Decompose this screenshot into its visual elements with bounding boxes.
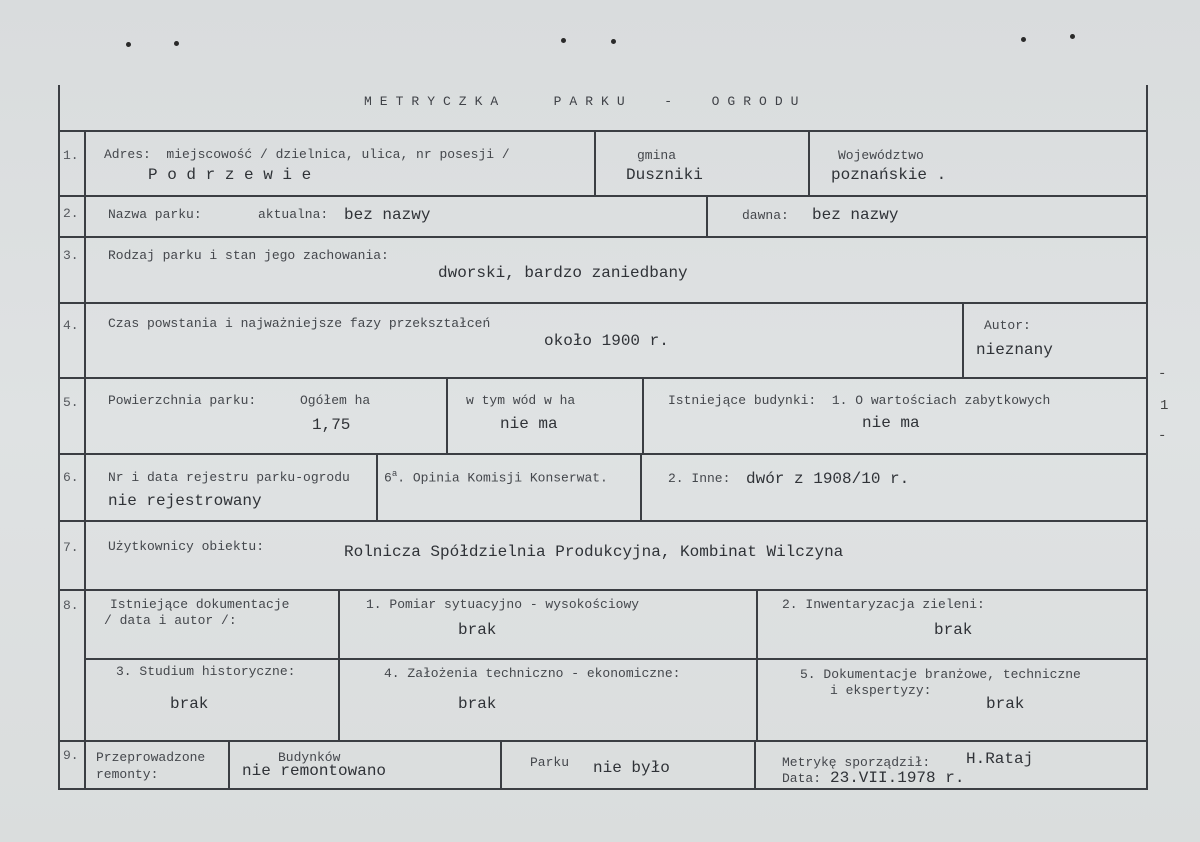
row-rule — [58, 302, 1148, 304]
form-bottom-border — [58, 788, 1148, 790]
row-rule — [84, 658, 1146, 660]
survey-label: 1. Pomiar sytuacyjno - wysokościowy — [366, 597, 640, 612]
cell-divider — [640, 453, 642, 521]
former-name-value: bez nazwy — [812, 206, 899, 224]
row-rule — [58, 453, 1148, 455]
date-value: 23.VII.1978 r. — [830, 769, 965, 787]
author-label: Autor: — [984, 318, 1031, 333]
survey-value: brak — [458, 621, 497, 639]
staple-mark — [561, 38, 566, 43]
cell-divider — [500, 740, 502, 789]
technical-economic-label: 4. Założenia techniczno - ekonomiczne: — [384, 666, 681, 681]
origin-value: około 1900 r. — [544, 332, 669, 350]
cell-divider — [338, 589, 340, 741]
current-name-value: bez nazwy — [344, 206, 431, 224]
other-buildings-label: 2. Inne: — [668, 471, 731, 486]
technical-economic-value: brak — [458, 695, 497, 713]
cell-divider — [594, 130, 596, 196]
buildings-value: nie ma — [862, 414, 920, 432]
water-area-label: w tym wód w ha — [466, 393, 576, 408]
cell-divider — [642, 377, 644, 454]
row-number: 1. — [63, 148, 79, 163]
users-value: Rolnicza Spółdzielnia Produkcyjna, Kombinat Wilczyna — [344, 543, 844, 561]
document-title: METRYCZKA PARKU - OGRODU — [364, 94, 807, 109]
staple-mark — [1070, 34, 1075, 39]
form-right-border — [1146, 85, 1148, 790]
address-label: Adres: miejscowość / dzielnica, ulica, nr posesji / — [104, 147, 510, 162]
gmina-label: gmina — [637, 148, 677, 163]
origin-label: Czas powstania i najważniejsze fazy przekształceń — [108, 316, 491, 331]
former-name-label: dawna: — [742, 208, 789, 223]
register-value: nie rejestrowany — [108, 492, 262, 510]
row-number: 3. — [63, 248, 79, 263]
register-label: Nr i data rejestru parku-ogrodu — [108, 470, 350, 485]
documentation-label-2: / data i autor /: — [104, 613, 237, 628]
park-name-label: Nazwa parku: — [108, 207, 202, 222]
renovations-label-2: remonty: — [96, 767, 159, 782]
greenery-inventory-label: 2. Inwentaryzacja zieleni: — [782, 597, 985, 612]
cell-divider — [808, 130, 810, 196]
row-number: 9. — [63, 748, 79, 763]
prepared-by-value: H.Rataj — [966, 750, 1034, 768]
other-buildings-value: dwór z 1908/10 r. — [746, 470, 910, 488]
voivodeship-value: poznańskie . — [831, 166, 947, 184]
documentation-label: Istniejące dokumentacje — [110, 597, 290, 612]
row-number: 2. — [63, 206, 79, 221]
staple-mark — [1021, 37, 1026, 42]
commission-opinion-superscript: a — [391, 469, 398, 479]
commission-opinion-number: 6 — [384, 470, 392, 486]
greenery-inventory-value: brak — [934, 621, 973, 639]
author-value: nieznany — [976, 341, 1053, 359]
date-label: Data: — [782, 771, 822, 786]
staple-mark — [611, 39, 616, 44]
park-renovation-value: nie było — [593, 759, 670, 777]
cell-divider — [756, 589, 758, 741]
cell-divider — [446, 377, 448, 454]
historical-study-value: brak — [170, 695, 209, 713]
row-number: 8. — [63, 598, 79, 613]
margin-mark: 1 — [1160, 398, 1169, 414]
margin-mark: - — [1158, 428, 1167, 444]
address-value: P o d r z e w i e — [148, 166, 312, 184]
renovations-label: Przeprowadzone — [96, 750, 206, 765]
cell-divider — [376, 453, 378, 521]
historical-study-label: 3. Studium historyczne: — [116, 664, 296, 679]
row-rule — [58, 195, 1148, 197]
row-number: 7. — [63, 540, 79, 555]
cell-divider — [228, 740, 230, 789]
row-rule — [58, 236, 1148, 238]
branch-docs-label-2: i ekspertyzy: — [830, 683, 932, 698]
park-renovation-label: Parku — [530, 755, 570, 770]
buildings-renovation-label: Budynków — [278, 750, 341, 765]
row-rule — [58, 130, 1148, 132]
gmina-value: Duszniki — [626, 166, 703, 184]
commission-opinion-label — [384, 469, 608, 485]
margin-mark: - — [1158, 366, 1167, 382]
form-left-border — [58, 85, 60, 790]
park-type-value: dworski, bardzo zaniedbany — [438, 264, 688, 282]
branch-docs-label: 5. Dokumentacje branżowe, techniczne — [800, 667, 1081, 682]
staple-mark — [174, 41, 179, 46]
row-number: 4. — [63, 318, 79, 333]
total-area-value: 1,75 — [312, 416, 351, 434]
commission-opinion-text: . Opinia Komisji Konserwat. — [397, 470, 608, 486]
row-rule — [58, 377, 1148, 379]
row-number: 5. — [63, 395, 79, 410]
branch-docs-value: brak — [986, 695, 1025, 713]
staple-mark — [126, 42, 131, 47]
buildings-label: Istniejące budynki: 1. O wartościach zabytkowych — [668, 393, 1051, 408]
row-rule — [58, 520, 1148, 522]
water-area-value: nie ma — [500, 415, 558, 433]
current-name-label: aktualna: — [258, 207, 329, 222]
cell-divider — [962, 302, 964, 378]
row-rule — [58, 740, 1148, 742]
prepared-by-label: Metrykę sporządził: — [782, 755, 931, 770]
cell-divider — [754, 740, 756, 789]
users-label: Użytkownicy obiektu: — [108, 539, 265, 554]
cell-divider — [706, 195, 708, 237]
area-label: Powierzchnia parku: — [108, 393, 257, 408]
total-area-label: Ogółem ha — [300, 393, 371, 408]
park-type-label: Rodzaj parku i stan jego zachowania: — [108, 248, 389, 263]
row-rule — [58, 589, 1148, 591]
voivodeship-label: Województwo — [838, 148, 924, 163]
buildings-renovation-value: nie remontowano — [242, 762, 387, 780]
number-column-line — [84, 130, 86, 788]
row-number: 6. — [63, 470, 79, 485]
